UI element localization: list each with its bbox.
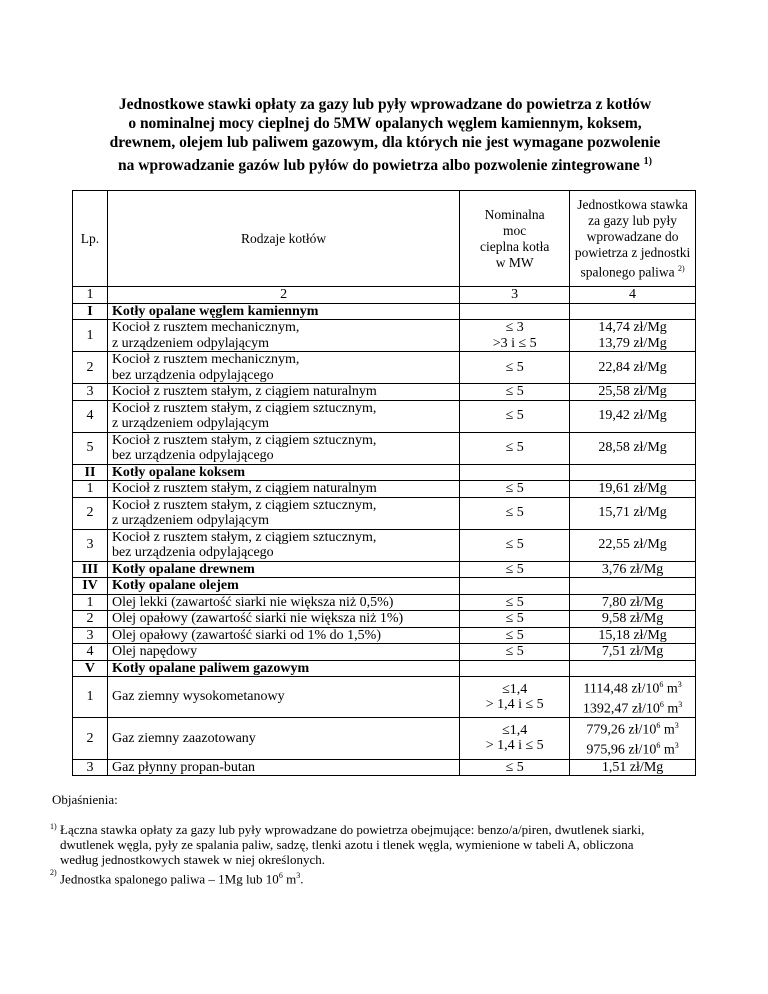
stawka-value: 1,51 zł/Mg — [570, 759, 696, 776]
stawka-value: 22,84 zł/Mg — [570, 352, 696, 384]
column-number: 4 — [570, 287, 696, 304]
row-stawka — [570, 677, 696, 718]
row-lp: 3 — [73, 627, 108, 644]
stawka-value — [574, 738, 691, 758]
section-lp: I — [73, 303, 108, 320]
footnote-2-mark: 2) — [50, 868, 57, 877]
header-moc-line: w MW — [495, 254, 534, 270]
row-lp: 5 — [73, 432, 108, 464]
stawka-text: 1392,47 zł/10 — [582, 701, 660, 717]
section-name: Kotły opalane olejem — [107, 578, 459, 595]
stawka-value: 19,42 zł/Mg — [570, 400, 696, 432]
header-stawka-line: wprowadzane do — [586, 228, 679, 244]
unit: m — [660, 743, 675, 759]
exp: 3 — [677, 680, 682, 689]
row-name-line: bez urządzenia odpylającego — [111, 367, 274, 383]
unit: m — [282, 871, 297, 887]
row-name-line: Kocioł z rusztem stałym, z ciągiem sztucznym, — [111, 432, 377, 448]
moc-value: ≤ 5 — [460, 627, 570, 644]
row-name-line: Kocioł z rusztem mechanicznym, — [111, 320, 300, 335]
row-lp: 4 — [73, 644, 108, 661]
row-name: Olej opałowy (zawartość siarki od 1% do 1,5%) — [107, 627, 459, 644]
moc-value: ≤ 5 — [460, 352, 570, 384]
table-row — [73, 320, 696, 352]
title-line — [60, 152, 710, 175]
moc-value: ≤ 5 — [460, 759, 570, 776]
row-moc — [460, 320, 570, 352]
section-lp: II — [73, 464, 108, 481]
table-row — [73, 759, 696, 776]
moc-value: ≤ 5 — [460, 400, 570, 432]
stawka-value: 7,51 zł/Mg — [570, 644, 696, 661]
row-name — [107, 320, 459, 352]
title-line: o nominalnej mocy cieplnej do 5MW opalanych węglem kamiennym, koksem, — [128, 115, 642, 132]
empty-cell — [570, 660, 696, 677]
moc-value: ≤ 5 — [460, 594, 570, 611]
unit: m — [663, 701, 679, 717]
row-name-line: Kocioł z rusztem stałym, z ciągiem sztucznym, — [111, 497, 377, 513]
row-stawka — [570, 718, 696, 759]
table-row — [73, 611, 696, 628]
stawka-value: 15,71 zł/Mg — [570, 497, 696, 529]
empty-cell — [460, 303, 570, 320]
header-moc — [460, 191, 570, 287]
table-row — [73, 384, 696, 401]
table-row — [73, 432, 696, 464]
section-row — [73, 303, 696, 320]
empty-cell — [570, 464, 696, 481]
row-lp: 2 — [73, 611, 108, 628]
table-row — [73, 594, 696, 611]
row-name-line: Kocioł z rusztem mechanicznym, — [111, 352, 300, 367]
table-row — [73, 400, 696, 432]
section-name: Kotły opalane drewnem — [107, 561, 459, 578]
unit: m — [663, 681, 678, 697]
column-number: 1 — [73, 287, 108, 304]
moc-value: ≤ 5 — [460, 432, 570, 464]
row-lp: 2 — [73, 497, 108, 529]
exp: 6 — [656, 741, 661, 751]
section-lp: IV — [73, 578, 108, 595]
row-name: Gaz płynny propan-butan — [107, 759, 459, 776]
row-lp: 2 — [73, 718, 108, 759]
stawka-value: 13,79 zł/Mg — [598, 335, 667, 351]
moc-value: ≤ 5 — [460, 481, 570, 498]
section-lp: III — [73, 561, 108, 578]
empty-cell — [460, 660, 570, 677]
row-name-line: z urządzeniem odpylającym — [111, 416, 270, 431]
header-row — [73, 191, 696, 287]
row-name — [107, 400, 459, 432]
row-name: Olej lekki (zawartość siarki nie większa niż 0,5%) — [107, 594, 459, 611]
row-moc — [460, 718, 570, 759]
exp: 6 — [659, 700, 664, 710]
row-name: Gaz ziemny zaazotowany — [107, 718, 459, 759]
footnote-2-text: Jednostka spalonego paliwa – 1Mg lub 10 — [60, 871, 279, 887]
row-name — [107, 529, 459, 561]
section-row — [73, 660, 696, 677]
footnote-1 — [50, 822, 720, 867]
empty-cell — [460, 464, 570, 481]
exp: 6 — [659, 680, 664, 689]
title-line: drewnem, olejem lub paliwem gazowym, dla których nie jest wymagane pozwolenie — [109, 134, 661, 151]
header-moc-line: moc — [503, 222, 527, 238]
header-rodzaje: Rodzaje kotłów — [107, 191, 459, 287]
row-name-line: Kocioł z rusztem stałym, z ciągiem sztucznym, — [111, 529, 377, 545]
stawka-value — [574, 697, 691, 717]
header-stawka-line: powietrza z jednostki — [574, 244, 691, 260]
row-name — [107, 497, 459, 529]
footnote-2 — [50, 868, 720, 887]
table-row — [73, 644, 696, 661]
stawka-text: 779,26 zł/10 — [586, 722, 657, 738]
moc-value: >3 i ≤ 5 — [492, 335, 537, 351]
section-row — [73, 464, 696, 481]
row-name: Olej opałowy (zawartość siarki nie większa niż 1%) — [107, 611, 459, 628]
header-stawka-line: za gazy lub pyły — [588, 212, 677, 228]
section-row — [73, 578, 696, 595]
row-lp: 3 — [73, 529, 108, 561]
row-lp: 3 — [73, 384, 108, 401]
row-name — [107, 352, 459, 384]
section-lp: V — [73, 660, 108, 677]
header-stawka-text: spalonego paliwa — [580, 264, 675, 280]
stawka-value — [574, 677, 691, 697]
row-name: Gaz ziemny wysokometanowy — [107, 677, 459, 718]
table-row — [73, 718, 696, 759]
row-lp: 1 — [73, 481, 108, 498]
empty-cell — [460, 578, 570, 595]
row-name: Kocioł z rusztem stałym, z ciągiem naturalnym — [107, 384, 459, 401]
title-line: Jednostkowe stawki opłaty za gazy lub pyły wprowadzane do powietrza z kotłów — [118, 96, 652, 113]
exp: 3 — [678, 700, 683, 710]
table-row — [73, 677, 696, 718]
moc-value: ≤ 5 — [460, 644, 570, 661]
exp: 3 — [674, 721, 679, 731]
footnote-2-end: . — [300, 871, 304, 887]
moc-value: ≤ 5 — [460, 611, 570, 628]
row-lp: 4 — [73, 400, 108, 432]
empty-cell — [570, 303, 696, 320]
header-moc-line: Nominalna — [484, 206, 545, 222]
section-name: Kotły opalane paliwem gazowym — [107, 660, 459, 677]
footnote-1-line: Łączna stawka opłaty za gazy lub pyły wprowadzane do powietrza obejmujące: benzo/a/piren, dwutlenek siarki, — [60, 822, 645, 837]
column-number-row — [73, 287, 696, 304]
moc-value: > 1,4 i ≤ 5 — [485, 697, 544, 713]
stawka-value: 25,58 zł/Mg — [570, 384, 696, 401]
moc-value: ≤ 5 — [460, 497, 570, 529]
row-stawka — [570, 320, 696, 352]
table-row — [73, 627, 696, 644]
table-row — [73, 529, 696, 561]
table-row — [73, 481, 696, 498]
stawka-value: 9,58 zł/Mg — [570, 611, 696, 628]
moc-value: > 1,4 i ≤ 5 — [485, 738, 544, 754]
exp: 3 — [296, 871, 301, 880]
row-name-line: z urządzeniem odpylającym — [111, 335, 270, 351]
header-stawka-line — [573, 261, 692, 281]
table-row — [73, 352, 696, 384]
row-name-line: bez urządzenia odpylającego — [111, 545, 274, 560]
header-lp: Lp. — [73, 191, 108, 287]
row-lp: 1 — [73, 320, 108, 352]
stawka-value: 3,76 zł/Mg — [570, 561, 696, 578]
row-lp: 3 — [73, 759, 108, 776]
header-stawka — [570, 191, 696, 287]
moc-value: ≤1,4 — [502, 722, 528, 738]
row-name: Kocioł z rusztem stałym, z ciągiem naturalnym — [107, 481, 459, 498]
footnotes-heading: Objaśnienia: — [52, 792, 118, 807]
row-lp: 1 — [73, 677, 108, 718]
row-name — [107, 432, 459, 464]
unit: m — [660, 722, 675, 738]
row-name-line: bez urządzenia odpylającego — [111, 448, 274, 463]
exp: 6 — [278, 871, 283, 880]
exp: 3 — [674, 741, 679, 751]
title-line-text: na wprowadzanie gazów lub pyłów do powietrza albo pozwolenie zintegrowane — [118, 157, 640, 175]
stawka-value: 7,80 zł/Mg — [570, 594, 696, 611]
row-lp: 2 — [73, 352, 108, 384]
section-name: Kotły opalane węglem kamiennym — [107, 303, 459, 320]
header-footnote-mark: 2) — [677, 263, 685, 273]
table-row — [73, 497, 696, 529]
stawka-value: 15,18 zł/Mg — [570, 627, 696, 644]
row-name: Olej napędowy — [107, 644, 459, 661]
document-title — [60, 95, 710, 175]
moc-value: ≤ 5 — [460, 384, 570, 401]
moc-value: ≤ 5 — [460, 529, 570, 561]
row-name-line: Kocioł z rusztem stałym, z ciągiem sztucznym, — [111, 400, 377, 416]
column-number: 3 — [460, 287, 570, 304]
header-stawka-line: Jednostkowa stawka — [577, 196, 688, 212]
empty-cell — [570, 578, 696, 595]
moc-value: ≤ 5 — [460, 561, 570, 578]
stawka-value: 28,58 zł/Mg — [570, 432, 696, 464]
stawka-text: 1114,48 zł/10 — [583, 681, 660, 697]
stawka-value: 22,55 zł/Mg — [570, 529, 696, 561]
exp: 6 — [656, 721, 661, 731]
stawka-value — [574, 718, 691, 738]
moc-value: ≤1,4 — [502, 681, 528, 697]
column-number: 2 — [107, 287, 459, 304]
footnote-1-line: według jednostkowych stawek w niej określonych. — [60, 852, 326, 867]
section-row — [73, 561, 696, 578]
row-moc — [460, 677, 570, 718]
rates-table — [72, 190, 696, 776]
stawka-value: 14,74 zł/Mg — [598, 320, 667, 335]
header-moc-line: cieplna kotła — [480, 238, 550, 254]
stawka-value: 19,61 zł/Mg — [570, 481, 696, 498]
stawka-text: 975,96 zł/10 — [586, 743, 657, 759]
moc-value: ≤ 3 — [505, 320, 524, 335]
section-name: Kotły opalane koksem — [107, 464, 459, 481]
row-name-line: z urządzeniem odpylającym — [111, 513, 270, 528]
row-lp: 1 — [73, 594, 108, 611]
footnote-1-mark: 1) — [50, 822, 57, 831]
title-footnote-mark: 1) — [643, 156, 652, 167]
footnote-1-line: dwutlenek węgla, pyły ze spalania paliw, sadzę, tlenki azotu i tlenek węgla, wymienione w tabeli A, obliczona — [60, 837, 634, 852]
